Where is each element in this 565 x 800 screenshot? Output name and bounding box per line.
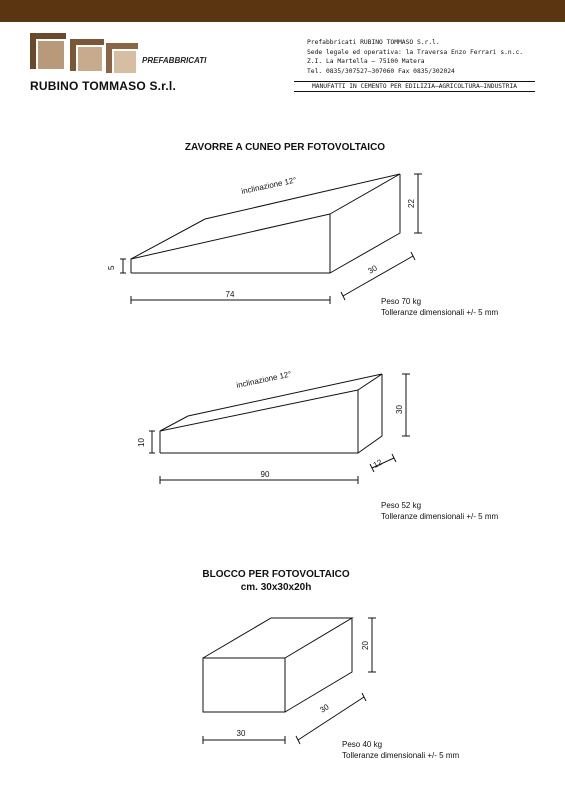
sector-line: MANUFATTI IN CEMENTO PER EDILIZIA–AGRICOLTURA–INDUSTRIA [294,81,535,92]
section1-title: ZAVORRE A CUNEO PER FOTOVOLTAICO [184,142,386,153]
section2-title: BLOCCO PER FOTOVOLTAICO [202,569,350,580]
wedge2-dim-length: 90 [260,470,270,479]
logo-tagline: PREFABBRICATI [142,56,207,65]
wedge2-dim-depth: 12 [371,457,384,470]
wedge2-tolerance: Tolleranze dimensionali +/- 5 mm [381,512,499,521]
info-line: Tel. 0835/307527–307060 Fax 0835/302024 [307,67,455,75]
wedge1-dim-low: 5 [107,265,116,270]
wedge1-dim-length: 74 [225,290,235,299]
wedge2-spec [381,500,498,522]
info-line: Sede legale ed operativa: la Traversa Enzo Ferrari s.n.c. [307,48,524,56]
wedge2-dim-low: 10 [137,438,146,447]
info-line: Z.I. La Martella — 75100 Matera [307,58,425,66]
wedge1-weight: Peso 70 kg [381,297,422,306]
block-spec [342,739,459,761]
company-name: RUBINO TOMMASO S.r.l. [30,79,176,93]
wedge1-dim-high: 22 [407,199,416,208]
info-line: Prefabbricati RUBINO TOMMASO S.r.l. [307,39,440,46]
block-dim-height: 20 [361,641,370,650]
wedge1-spec [381,296,498,318]
wedge1-tolerance: Tolleranze dimensionali +/- 5 mm [381,308,499,317]
wedge-2-drawing [149,374,410,484]
block-drawing [203,618,376,744]
wedge2-weight: Peso 52 kg [381,501,422,510]
wedge-1-drawing [120,174,422,304]
section2-subtitle: cm. 30x30x20h [240,582,312,593]
wedge1-dim-depth: 30 [366,263,379,276]
block-weight: Peso 40 kg [342,740,383,749]
wedge2-dim-high: 30 [395,405,404,414]
wedge1-inclination-label: inclinazione 12° [240,175,298,196]
block-dim-depth: 30 [318,702,331,715]
block-dim-width: 30 [236,729,246,738]
wedge2-inclination-label: inclinazione 12° [235,369,293,390]
block-tolerance: Tolleranze dimensionali +/- 5 mm [342,751,460,760]
